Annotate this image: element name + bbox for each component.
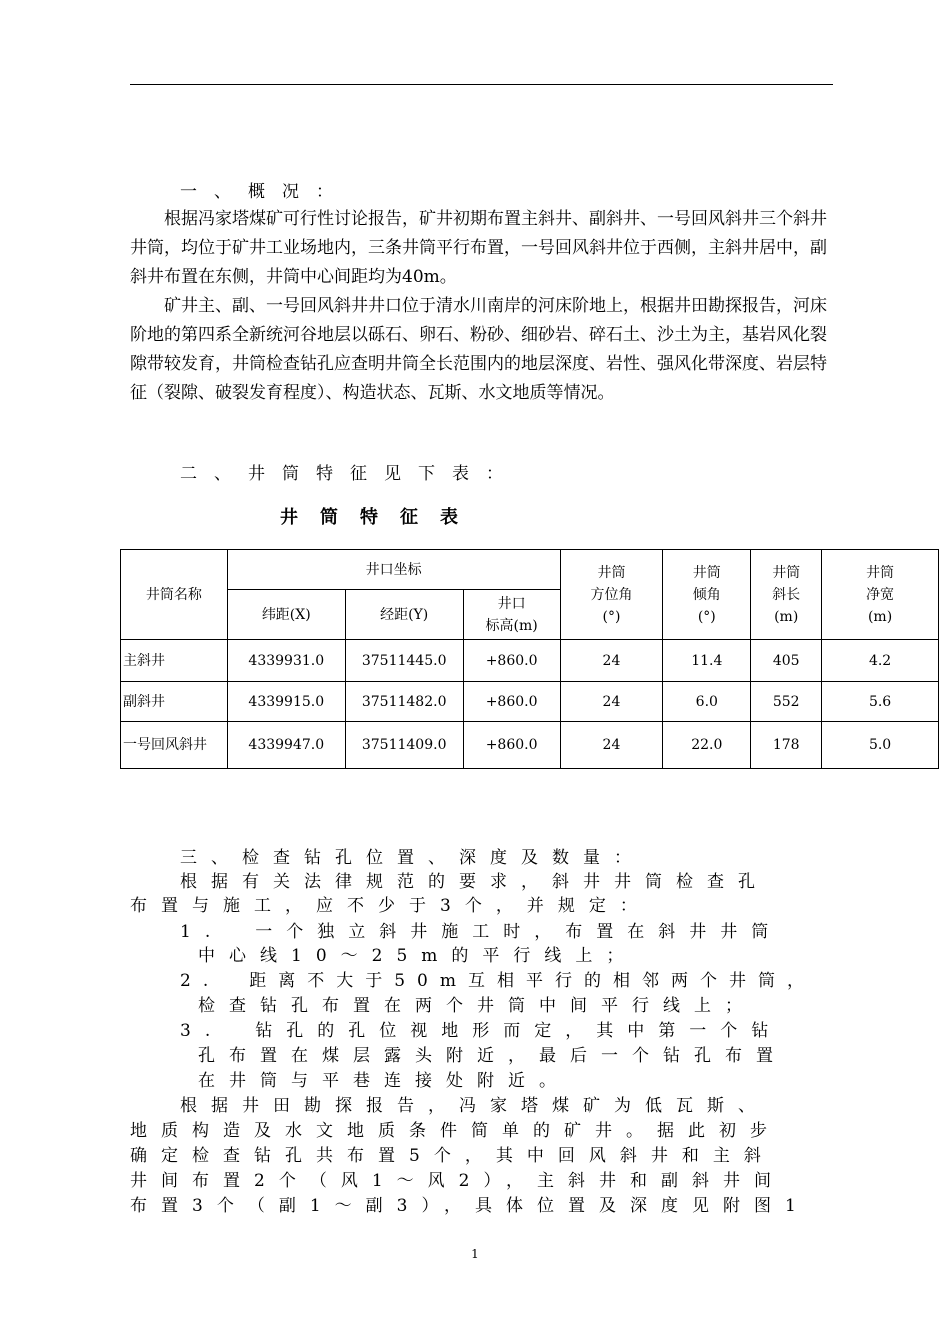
header-rule — [130, 84, 833, 85]
cell-y: 37511445.0 — [345, 640, 463, 682]
cell-azimuth: 24 — [560, 682, 663, 722]
section3-para-line-2: 地质构造及水文地质条件简单的矿井。据此初步 — [130, 1121, 781, 1141]
header-width-l1: 井筒 — [866, 564, 895, 581]
cell-incl: 11.4 — [663, 640, 751, 682]
header-latitude: 纬距(X) — [227, 590, 345, 640]
header-elev-l2: 标高(m) — [485, 617, 538, 634]
header-azimuth-l1: 井筒 — [597, 564, 626, 581]
header-azimuth — [560, 550, 663, 640]
cell-length: 405 — [751, 640, 822, 682]
table-row — [121, 640, 939, 682]
header-slope-length — [751, 550, 822, 640]
section1-heading: 一、概况： — [180, 182, 350, 202]
cell-length: 178 — [751, 722, 822, 769]
cell-length: 552 — [751, 682, 822, 722]
header-longitude: 经距(Y) — [345, 590, 463, 640]
section1-paragraph-2: 矿井主、副、一号回风斜井井口位于清水川南岸的河床阶地上，根据井田勘探报告，河床阶地的第四系全新统河谷地层以砾石、卵石、粉砂、细砂岩、碎石土、沙土为主，基岩风化裂隙带较发育，井筒检查钻孔应查明井筒全长范围内的地层深度、岩性、强风化带深度、岩层特征（裂隙、破裂发育程度）、构造状态、瓦斯、水文地质等情况。 — [130, 296, 827, 403]
cell-incl: 22.0 — [663, 722, 751, 769]
rule-item-1-line-2: 中心线10～25m的平行线上； — [198, 946, 638, 966]
section3-para-line-3: 确定检查钻孔共布置5个，其中回风斜井和主斜 — [130, 1146, 775, 1166]
rule-item-2-line-1: 2. 距离不大于50m互相平行的相邻两个井筒， — [180, 971, 816, 991]
header-azimuth-l3: (°) — [602, 608, 621, 625]
header-elevation — [463, 590, 560, 640]
page-number: 1 — [471, 1247, 479, 1261]
shaft-characteristics-table — [120, 549, 939, 769]
section3-heading: 三、检查钻孔位置、深度及数量： — [180, 848, 645, 868]
header-length-l2: 斜长 — [772, 586, 801, 603]
header-incl-l2: 倾角 — [692, 586, 721, 603]
cell-y: 37511409.0 — [345, 722, 463, 769]
rule-item-1-line-1: 1. 一个独立斜井施工时，布置在斜井井筒 — [180, 922, 783, 942]
cell-name: 一号回风斜井 — [121, 722, 228, 769]
rule-item-3-line-3: 在井筒与平巷连接处附近。 — [198, 1071, 570, 1091]
rule-item-3-line-1: 3. 钻孔的孔位视地形而定，其中第一个钻 — [180, 1021, 783, 1041]
cell-name: 主斜井 — [121, 640, 228, 682]
table-row — [121, 682, 939, 722]
cell-elev: +860.0 — [463, 722, 560, 769]
cell-elev: +860.0 — [463, 640, 560, 682]
header-shaft-name: 井筒名称 — [121, 550, 228, 640]
header-width-l3: (m) — [867, 608, 893, 625]
cell-y: 37511482.0 — [345, 682, 463, 722]
cell-x: 4339931.0 — [227, 640, 345, 682]
header-net-width — [822, 550, 939, 640]
section1-paragraph-1: 根据冯家塔煤矿可行性讨论报告，矿井初期布置主斜井、副斜井、一号回风斜井三个斜井井筒，均位于矿井工业场地内，三条井筒平行布置，一号回风斜井位于西侧，主斜井居中，副斜井布置在东侧，井筒中心间距均为40m。 — [130, 209, 827, 287]
cell-incl: 6.0 — [663, 682, 751, 722]
header-incl-l1: 井筒 — [692, 564, 721, 581]
header-length-l1: 井筒 — [772, 564, 801, 581]
header-incl-l3: (°) — [697, 608, 716, 625]
cell-azimuth: 24 — [560, 722, 663, 769]
cell-elev: +860.0 — [463, 682, 560, 722]
cell-name: 副斜井 — [121, 682, 228, 722]
rule-item-2-line-2: 检查钻孔布置在两个井筒中间平行线上； — [198, 996, 756, 1016]
header-length-l3: (m) — [774, 608, 799, 625]
rule-item-3-line-2: 孔布置在煤层露头附近，最后一个钻孔布置 — [198, 1046, 787, 1066]
cell-x: 4339947.0 — [227, 722, 345, 769]
header-width-l2: 净宽 — [866, 586, 895, 603]
cell-x: 4339915.0 — [227, 682, 345, 722]
section3-para-line-4: 井间布置2个（风1～风2），主斜井和副斜井间 — [130, 1171, 785, 1191]
cell-width: 5.0 — [822, 722, 939, 769]
section3-para-line-1: 根据井田勘探报告，冯家塔煤矿为低瓦斯、 — [180, 1096, 769, 1116]
cell-width: 5.6 — [822, 682, 939, 722]
section3-line-2: 布置与施工，应不少于3个，并规定： — [130, 896, 651, 916]
header-azimuth-l2: 方位角 — [590, 586, 633, 603]
cell-width: 4.2 — [822, 640, 939, 682]
cell-azimuth: 24 — [560, 640, 663, 682]
header-coordinates: 井口坐标 — [227, 550, 560, 590]
section2-heading: 二、井筒特征见下表： — [180, 464, 520, 484]
section3-line-1: 根据有关法律规范的要求，斜井井筒检查孔 — [180, 872, 769, 892]
section3-para-line-5: 布置3个（副1～副3），具体位置及深度见附图1 — [130, 1196, 810, 1216]
header-inclination — [663, 550, 751, 640]
table-row — [121, 722, 939, 769]
header-elev-l1: 井口 — [497, 595, 526, 612]
table-title: 井筒特征表 — [280, 507, 480, 528]
